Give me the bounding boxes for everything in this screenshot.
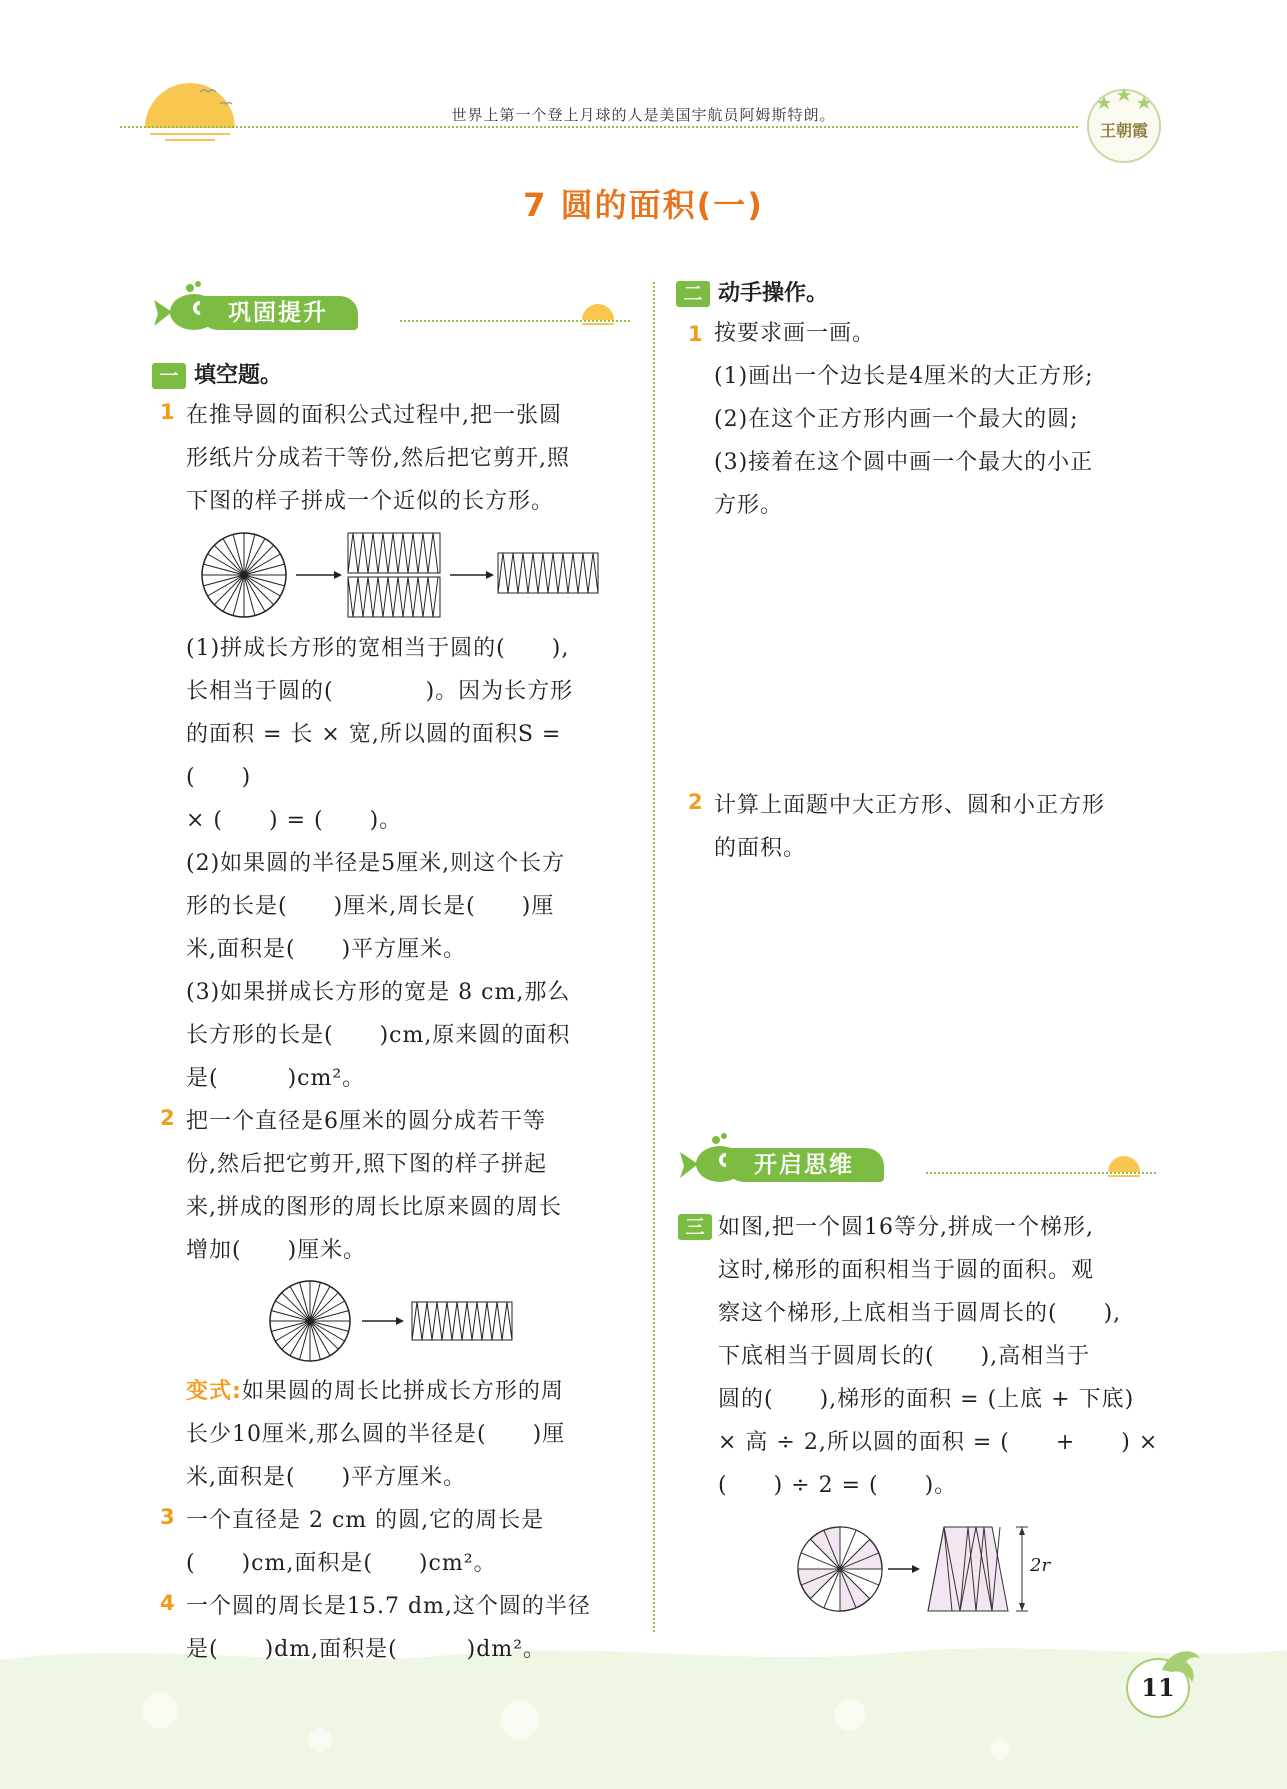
text-line: (3)接着在这个圆中画一个最大的小正 xyxy=(714,450,1094,475)
text-line: 是( )cm²。 xyxy=(186,1066,366,1091)
question-number: 1 xyxy=(688,322,703,346)
question-number: 3 xyxy=(160,1505,175,1529)
logo-text: 王朝霞 xyxy=(1099,121,1148,140)
text-line: 按要求画一画。 xyxy=(714,321,876,346)
text-line: (3)如果拼成长方形的宽是 8 cm,那么 xyxy=(186,980,571,1005)
small-sun-icon xyxy=(1104,1150,1144,1180)
section-hands-on xyxy=(676,278,1156,527)
text-line: 米,面积是( )平方厘米。 xyxy=(186,937,467,962)
question-text xyxy=(186,1585,632,1671)
question-number: 2 xyxy=(160,1106,175,1130)
section-three-body xyxy=(678,1206,1162,1507)
text-line: 如果圆的周长比拼成长方形的周 xyxy=(241,1379,564,1404)
text-line: 增加( )厘米。 xyxy=(186,1238,367,1263)
text-line: 的面积 = 长 × 宽,所以圆的面积S = ( ) xyxy=(186,722,562,790)
question-2 xyxy=(152,1100,632,1499)
text-line: × ( ) = ( )。 xyxy=(186,808,403,833)
question-1 xyxy=(676,312,1156,527)
text-line: (1)拼成长方形的宽相当于圆的( ), xyxy=(186,636,570,661)
header-divider xyxy=(120,126,1078,128)
text-line: 这时,梯形的面积相当于圆的面积。观 xyxy=(718,1258,1094,1283)
text-line: ( ) ÷ 2 = ( )。 xyxy=(718,1473,958,1498)
question-1 xyxy=(152,394,632,1100)
text-line: 如图,把一个圆16等分,拼成一个梯形, xyxy=(718,1215,1094,1240)
question-number: 2 xyxy=(688,790,703,814)
text-line: 方形。 xyxy=(714,493,784,518)
text-line: (1)画出一个边长是4厘米的大正方形; xyxy=(714,364,1094,389)
text-line: 来,拼成的图形的周长比原来圆的周长 xyxy=(186,1195,562,1220)
page-number: 11 xyxy=(1126,1658,1190,1718)
section-label: 填空题。 xyxy=(194,363,283,388)
question-text xyxy=(186,1499,632,1585)
right-column-top xyxy=(676,278,1156,527)
section-number-box: 一 xyxy=(152,363,186,389)
text-line: 长方形的长是( )cm,原来圆的面积 xyxy=(186,1023,571,1048)
question-4 xyxy=(152,1585,632,1671)
text-line: 在推导圆的面积公式过程中,把一张圆 xyxy=(186,403,562,428)
right-question-2 xyxy=(676,784,1156,870)
question-2 xyxy=(676,784,1156,870)
sub-questions xyxy=(186,627,632,1100)
header-tip: 世界上第一个登上月球的人是美国宇航员阿姆斯特朗。 xyxy=(451,106,836,124)
text-line: (2)在这个正方形内画一个最大的圆; xyxy=(714,407,1079,432)
dolphin-icon xyxy=(1156,1640,1206,1690)
text-line: 份,然后把它剪开,照下图的样子拼起 xyxy=(186,1152,547,1177)
banner-label: 开启思维 xyxy=(726,1148,884,1182)
text-line: 一个圆的周长是15.7 dm,这个圆的半径 xyxy=(186,1594,591,1619)
text-line: 是( )dm,面积是( )dm²。 xyxy=(186,1637,547,1662)
left-column xyxy=(152,360,632,1671)
text-line: 圆的( ),梯形的面积 = (上底 + 下底) xyxy=(718,1387,1135,1412)
question-text xyxy=(186,1100,632,1272)
banner-consolidate xyxy=(150,292,630,332)
section-three xyxy=(678,1206,1162,1619)
text-line: 下图的样子拼成一个近似的长方形。 xyxy=(186,489,555,514)
text-line: 长相当于圆的( )。因为长方形 xyxy=(186,679,574,704)
text-line: 下底相当于圆周长的( ),高相当于 xyxy=(718,1344,1091,1369)
variant-question xyxy=(186,1370,632,1499)
column-divider xyxy=(653,282,655,1632)
banner-label: 巩固提升 xyxy=(200,296,358,330)
text-line: 形的长是( )厘米,周长是( )厘 xyxy=(186,894,555,919)
circle-to-rectangle-figure-2 xyxy=(268,1276,568,1366)
section-label: 动手操作。 xyxy=(718,281,829,306)
publisher-logo xyxy=(1082,80,1166,164)
circle-to-trapezoid-figure xyxy=(794,1519,1074,1619)
text-line: 察这个梯形,上底相当于圆周长的( ), xyxy=(718,1301,1122,1326)
question-number: 1 xyxy=(160,400,175,424)
section-number-box: 二 xyxy=(676,281,710,307)
text-line: × 高 ÷ 2,所以圆的面积 = ( + ) × xyxy=(718,1430,1159,1455)
section-number-box: 三 xyxy=(678,1214,712,1240)
question-3 xyxy=(152,1499,632,1585)
variant-label: 变式: xyxy=(186,1379,242,1404)
section-fill-blank xyxy=(152,360,632,392)
text-line: 计算上面题中大正方形、圆和小正方形 xyxy=(714,793,1106,818)
text-line: 米,面积是( )平方厘米。 xyxy=(186,1465,467,1490)
banner-open-thinking xyxy=(676,1144,1156,1184)
text-line: 形纸片分成若干等份,然后把它剪开,照 xyxy=(186,446,570,471)
text-line: 把一个直径是6厘米的圆分成若干等 xyxy=(186,1109,546,1134)
text-line: (2)如果圆的半径是5厘米,则这个长方 xyxy=(186,851,566,876)
height-label: 2r xyxy=(1030,1555,1051,1576)
text-line: 长少10厘米,那么圆的半径是( )厘 xyxy=(186,1422,566,1447)
question-text xyxy=(186,394,632,523)
text-line: 的面积。 xyxy=(714,836,807,861)
text-line: 一个直径是 2 cm 的圆,它的周长是 xyxy=(186,1508,545,1533)
question-text xyxy=(718,1206,1162,1507)
small-sun-icon xyxy=(578,298,618,328)
lesson-title: 7 圆的面积(一) xyxy=(523,186,764,224)
question-number: 4 xyxy=(160,1591,175,1615)
text-line: ( )cm,面积是( )cm²。 xyxy=(186,1551,497,1576)
question-text xyxy=(714,312,1156,527)
question-text xyxy=(714,784,1156,870)
circle-to-rectangle-figure xyxy=(200,527,600,623)
